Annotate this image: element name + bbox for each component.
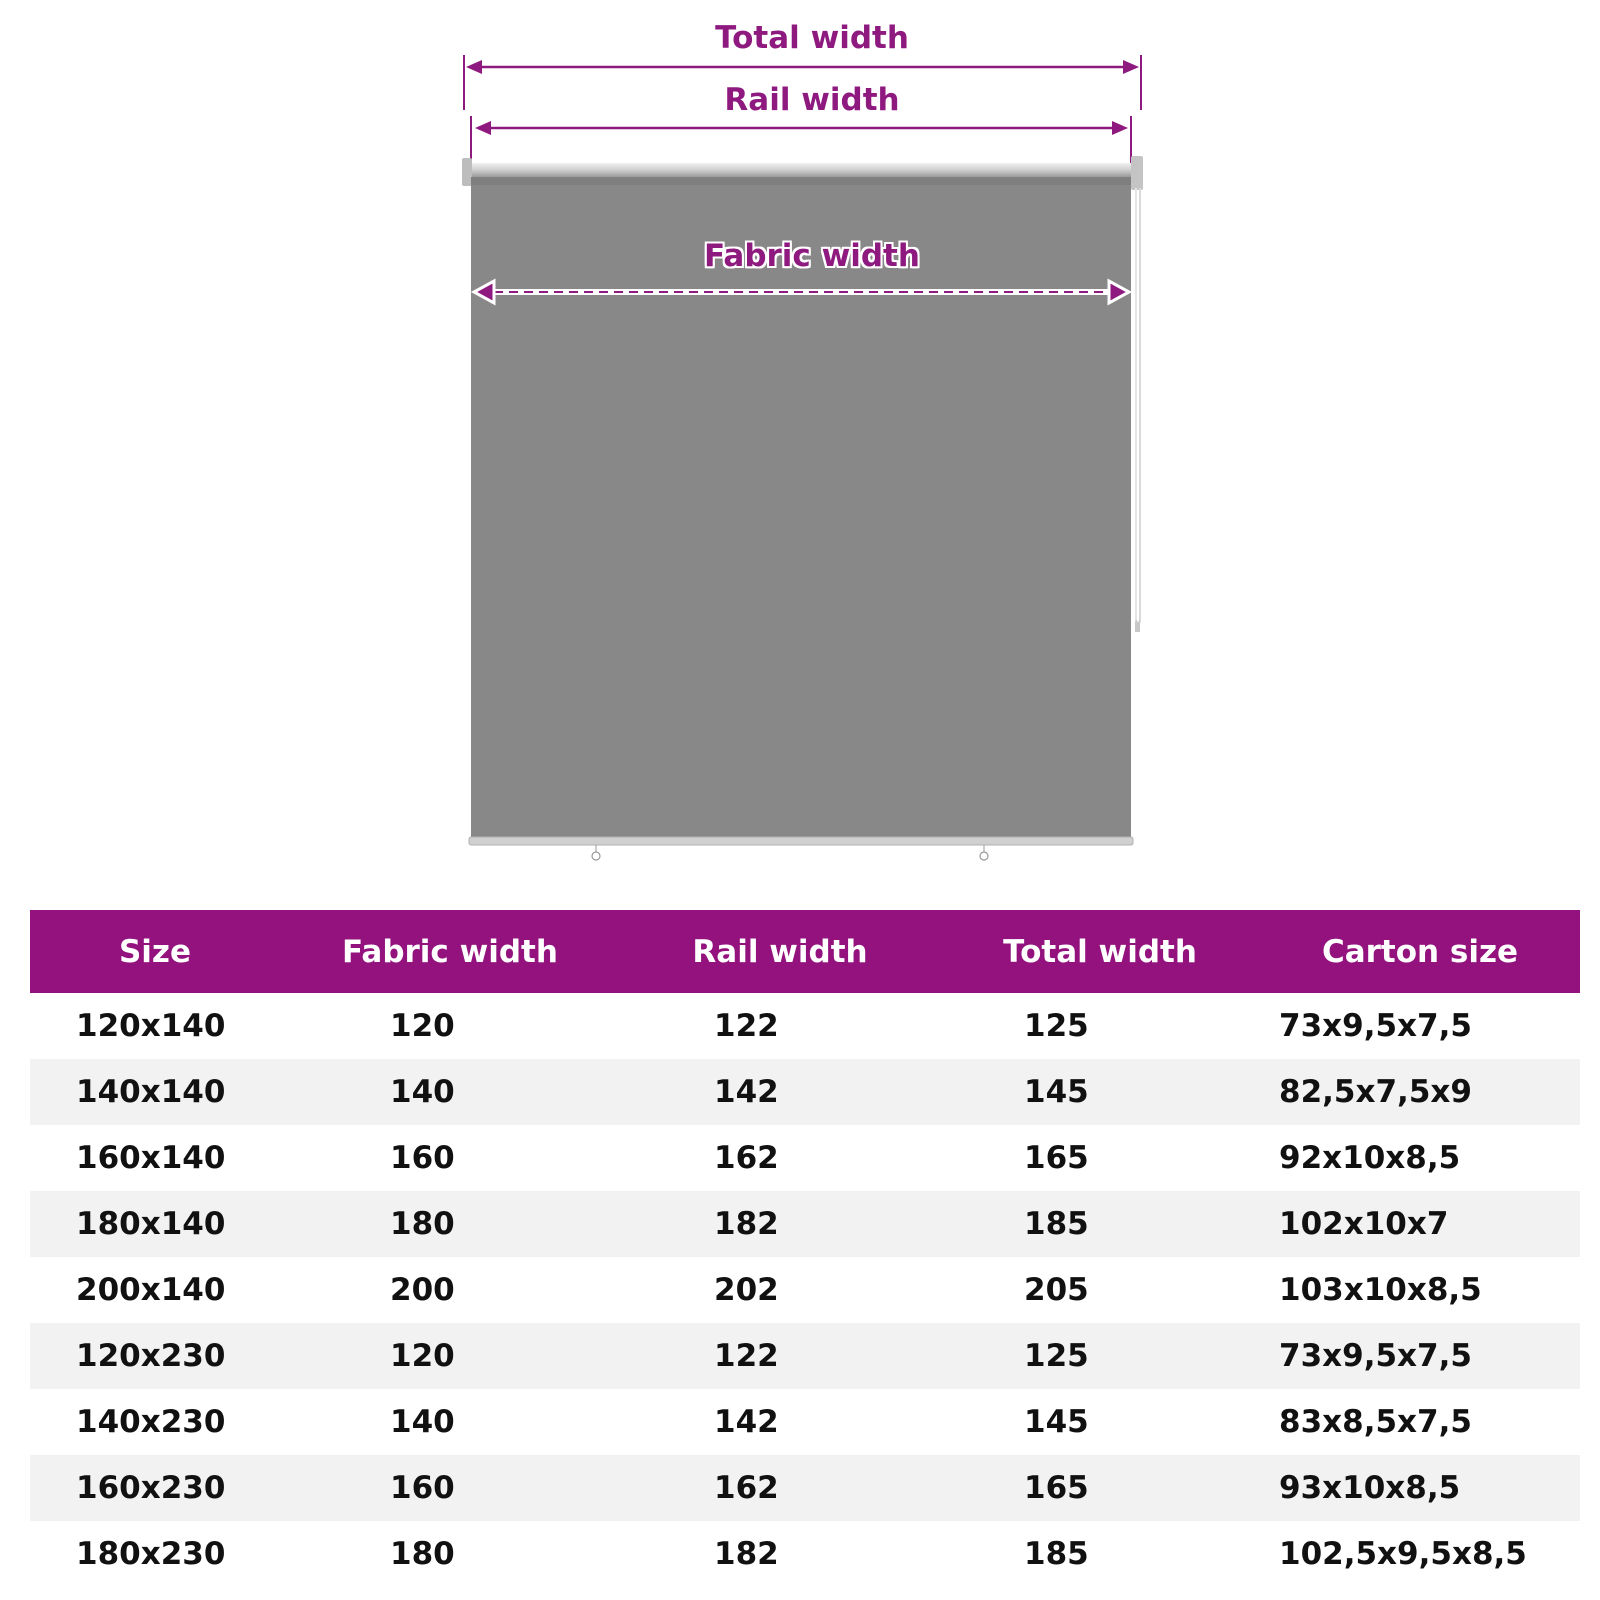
size-table: [30, 910, 1580, 1587]
cell-total-width: 185: [1024, 1536, 1089, 1572]
header-carton-size: Carton size: [1321, 933, 1519, 970]
header-fabric-width: Fabric width: [342, 933, 558, 970]
cell-rail-width: 142: [714, 1074, 779, 1110]
cell-rail-width: 122: [714, 1338, 779, 1374]
cell-total-width: 165: [1024, 1140, 1089, 1176]
cell-total-width: 165: [1024, 1470, 1089, 1506]
cell-size: 160x140: [76, 1140, 226, 1176]
cell-size: 180x140: [76, 1206, 226, 1242]
top-rail: [464, 163, 1140, 177]
cell-fabric-width: 120: [390, 1338, 455, 1374]
cell-carton-size: 83x8,5x7,5: [1279, 1404, 1472, 1440]
cell-fabric-width: 200: [390, 1272, 455, 1308]
cell-fabric-width: 140: [390, 1074, 455, 1110]
table-row: [30, 1323, 1580, 1389]
cell-rail-width: 162: [714, 1470, 779, 1506]
cell-size: 120x230: [76, 1338, 226, 1374]
cell-total-width: 205: [1024, 1272, 1089, 1308]
table-row: [30, 1389, 1580, 1455]
cell-size: 180x230: [76, 1536, 226, 1572]
cell-total-width: 125: [1024, 1008, 1089, 1044]
cell-total-width: 145: [1024, 1074, 1089, 1110]
cell-carton-size: 82,5x7,5x9: [1279, 1074, 1472, 1110]
table-row: [30, 1059, 1580, 1125]
cell-carton-size: 102x10x7: [1279, 1206, 1449, 1242]
cell-carton-size: 92x10x8,5: [1279, 1140, 1461, 1176]
cell-fabric-width: 180: [390, 1536, 455, 1572]
fabric-width-label: Fabric width: [704, 238, 920, 274]
cell-rail-width: 162: [714, 1140, 779, 1176]
table-body: [30, 993, 1580, 1587]
bottom-bar: [469, 837, 1133, 845]
header-size: Size: [118, 933, 192, 970]
cell-carton-size: 73x9,5x7,5: [1279, 1338, 1472, 1374]
cell-rail-width: 122: [714, 1008, 779, 1044]
cell-rail-width: 182: [714, 1536, 779, 1572]
cell-carton-size: 93x10x8,5: [1279, 1470, 1461, 1506]
rail-width-label: Rail width: [724, 82, 900, 118]
table-row: [30, 1125, 1580, 1191]
table-header: [30, 910, 1580, 993]
cell-total-width: 185: [1024, 1206, 1089, 1242]
cell-carton-size: 73x9,5x7,5: [1279, 1008, 1472, 1044]
table-row: [30, 1455, 1580, 1521]
cell-size: 200x140: [76, 1272, 226, 1308]
header-total-width: Total width: [1003, 933, 1197, 970]
table-row: [30, 993, 1580, 1059]
cell-rail-width: 202: [714, 1272, 779, 1308]
right-bracket: [1131, 156, 1143, 190]
cell-rail-width: 142: [714, 1404, 779, 1440]
table-row: [30, 1521, 1580, 1587]
cell-carton-size: 102,5x9,5x8,5: [1279, 1536, 1527, 1572]
bottom-ring-left: [592, 852, 600, 860]
cell-size: 120x140: [76, 1008, 226, 1044]
table-row: [30, 1257, 1580, 1323]
cell-total-width: 125: [1024, 1338, 1089, 1374]
total-width-label: Total width: [715, 20, 909, 56]
table-row: [30, 1191, 1580, 1257]
cell-fabric-width: 160: [390, 1470, 455, 1506]
cell-fabric-width: 140: [390, 1404, 455, 1440]
header-rail-width: Rail width: [692, 933, 868, 970]
bottom-ring-right: [980, 852, 988, 860]
cell-rail-width: 182: [714, 1206, 779, 1242]
cell-carton-size: 103x10x8,5: [1279, 1272, 1482, 1308]
cell-size: 140x230: [76, 1404, 226, 1440]
cell-fabric-width: 160: [390, 1140, 455, 1176]
cell-fabric-width: 120: [390, 1008, 455, 1044]
fabric-panel: [471, 177, 1131, 837]
cell-fabric-width: 180: [390, 1206, 455, 1242]
rail-width-arrow: [475, 121, 1128, 135]
left-bracket: [462, 158, 472, 186]
cell-size: 160x230: [76, 1470, 226, 1506]
total-width-arrow: [466, 60, 1139, 74]
cell-total-width: 145: [1024, 1404, 1089, 1440]
cell-size: 140x140: [76, 1074, 226, 1110]
